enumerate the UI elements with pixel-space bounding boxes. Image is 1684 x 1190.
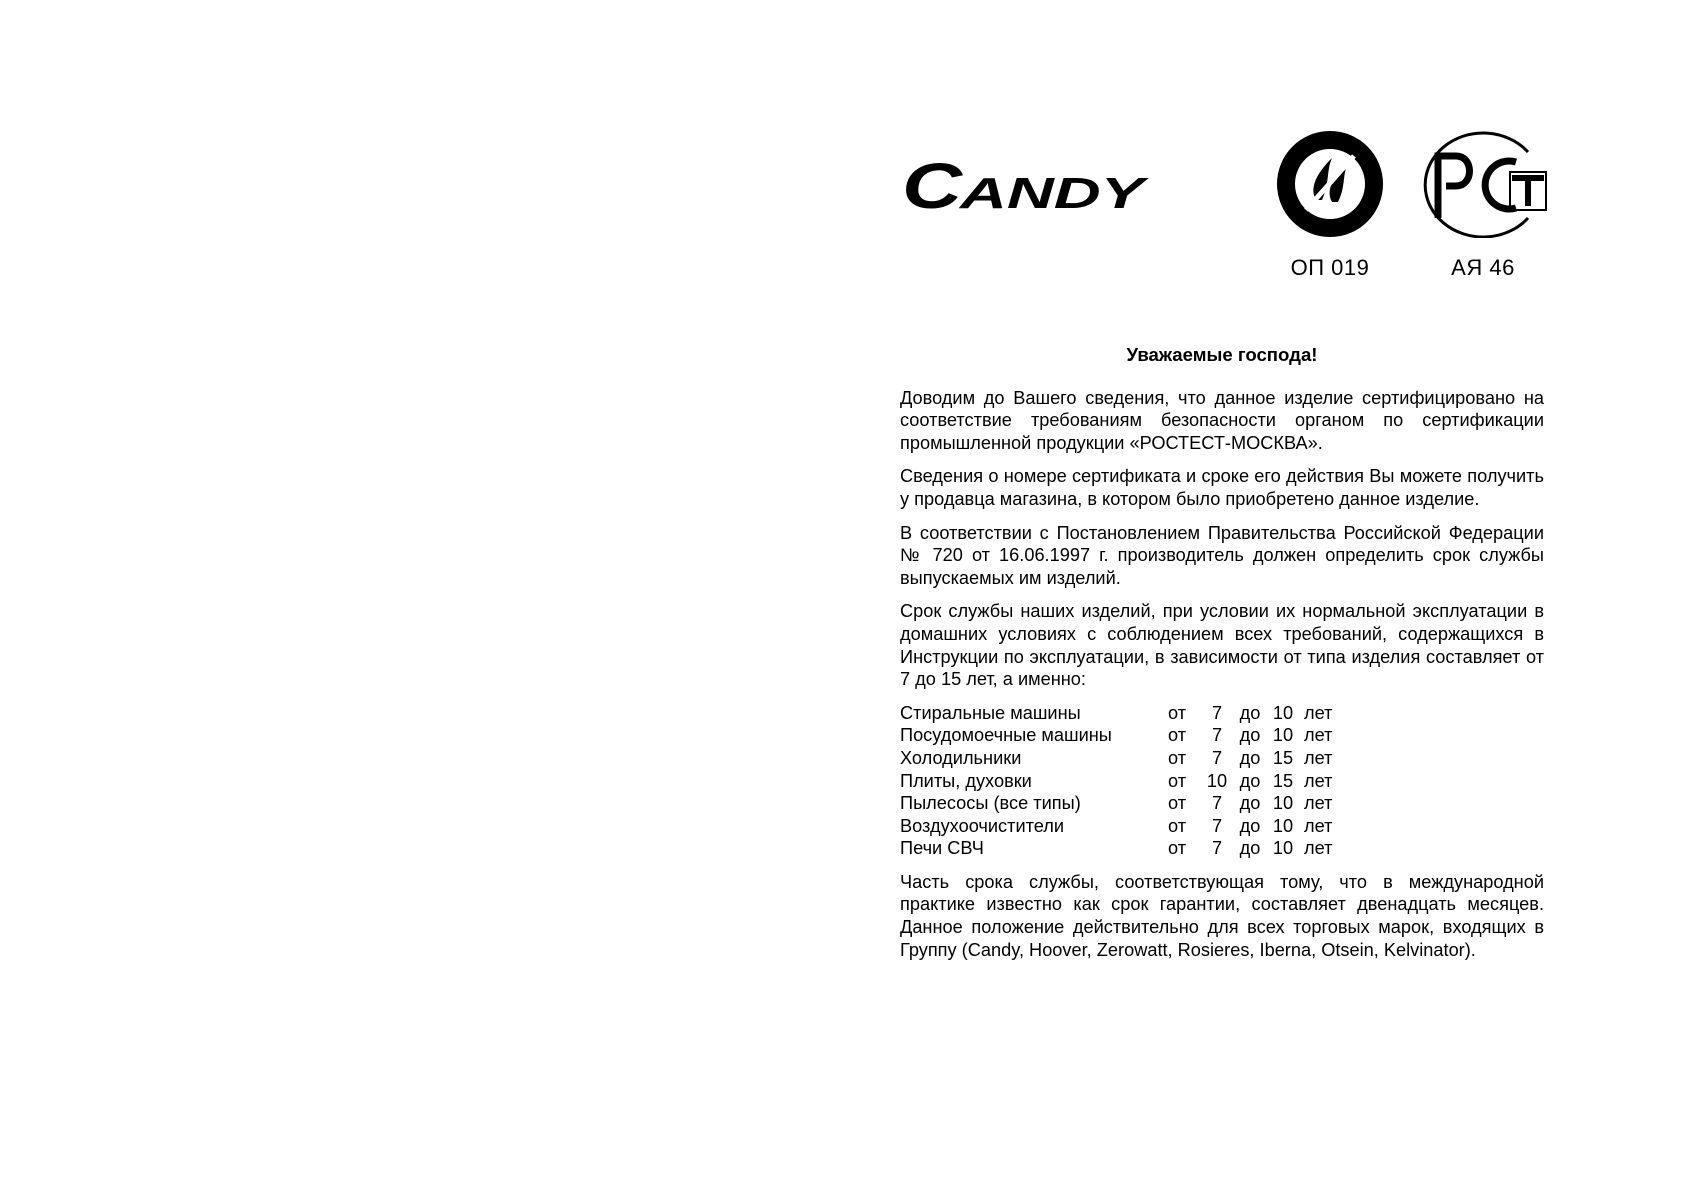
letter-heading: Уважаемые господа!: [1126, 344, 1318, 365]
unit-word: лет: [1304, 770, 1333, 791]
rst-certificate-code: АЯ 46: [1451, 255, 1515, 280]
unit-word: лет: [1304, 838, 1333, 859]
product-name: Посудомоечные машины: [900, 725, 1112, 746]
svg-text:ANDY: ANDY: [958, 169, 1150, 218]
max-years: 10: [1272, 702, 1294, 723]
table-row: [900, 747, 1544, 770]
rst-certification-mark-icon: [1416, 130, 1550, 238]
max-years: 15: [1272, 770, 1294, 791]
from-word: от: [1168, 747, 1187, 768]
gost-certification-mark-icon: [1276, 130, 1384, 238]
certification-rst: [1413, 130, 1553, 281]
max-years: 10: [1272, 725, 1294, 746]
min-years: 7: [1211, 838, 1223, 859]
gost-certificate-code: ОП 019: [1290, 255, 1370, 280]
table-row: [900, 792, 1544, 815]
max-years: 10: [1272, 838, 1294, 859]
table-row: [900, 837, 1544, 860]
unit-word: лет: [1304, 747, 1333, 768]
table-row: [900, 815, 1544, 838]
paragraph-service-life: Срок службы наших изделий, при условии их нормальной эксплуатации в домашних условиях с соблюдением всех требований, содержащихся в Инструкции по эксплуатации, в зависимости от типа изделия составляет от 7 до 15 лет, а именно:: [900, 601, 1544, 690]
table-row: [900, 724, 1544, 747]
from-word: от: [1168, 815, 1187, 836]
product-name: Холодильники: [900, 747, 1022, 768]
service-life-table: [900, 702, 1544, 860]
candy-logo: [900, 158, 1150, 218]
product-name: Воздухоочистители: [900, 815, 1065, 836]
table-row: [900, 770, 1544, 793]
max-years: 15: [1272, 747, 1294, 768]
product-name: Пылесосы (все типы): [900, 793, 1081, 814]
max-years: 10: [1272, 793, 1294, 814]
to-word: до: [1239, 770, 1261, 791]
min-years: 7: [1211, 725, 1223, 746]
svg-text:C: C: [902, 158, 964, 218]
paragraph-regulation: В соответствии с Постановлением Правительства Российской Федерации № 720 от 16.06.1997 г. производитель должен определить срок службы выпускаемых им изделий.: [900, 522, 1544, 588]
to-word: до: [1239, 815, 1261, 836]
to-word: до: [1239, 793, 1261, 814]
min-years: 7: [1211, 747, 1223, 768]
unit-word: лет: [1304, 725, 1333, 746]
from-word: от: [1168, 838, 1187, 859]
product-name: Стиральные машины: [900, 702, 1081, 723]
certification-gost: [1270, 130, 1390, 281]
unit-word: лет: [1304, 702, 1333, 723]
min-years: 7: [1211, 702, 1223, 723]
to-word: до: [1239, 702, 1261, 723]
from-word: от: [1168, 702, 1187, 723]
to-word: до: [1239, 838, 1261, 859]
from-word: от: [1168, 725, 1187, 746]
letter-body: [900, 344, 1544, 972]
paragraph-certification: Доводим до Вашего сведения, что данное изделие сертифицировано на соответствие требованиям безопасности органом по сертификации промышленной продукции «РОСТЕСТ-МОСКВА».: [900, 387, 1544, 453]
to-word: до: [1239, 747, 1261, 768]
from-word: от: [1168, 793, 1187, 814]
max-years: 10: [1272, 815, 1294, 836]
product-name: Печи СВЧ: [900, 838, 984, 859]
min-years: 7: [1211, 793, 1223, 814]
unit-word: лет: [1304, 793, 1333, 814]
to-word: до: [1239, 725, 1261, 746]
min-years: 7: [1211, 815, 1223, 836]
paragraph-warranty: Часть срока службы, соответствующая тому, что в международной практике известно как срок гарантии, составляет двенадцать месяцев. Данное положение действительно для всех торговых марок, входящих в Группу (Candy, Hoover, Zerowatt, Rosieres, Iberna, Otsein, Kelvinator).: [900, 871, 1544, 960]
paragraph-certificate-info: Сведения о номере сертификата и сроке его действия Вы можете получить у продавца магазина, в котором было приобретено данное изделие.: [900, 466, 1544, 509]
unit-word: лет: [1304, 815, 1333, 836]
min-years: 10: [1206, 770, 1228, 791]
document-page: [888, 100, 1572, 1000]
table-row: [900, 702, 1544, 725]
from-word: от: [1168, 770, 1187, 791]
product-name: Плиты, духовки: [900, 770, 1032, 791]
